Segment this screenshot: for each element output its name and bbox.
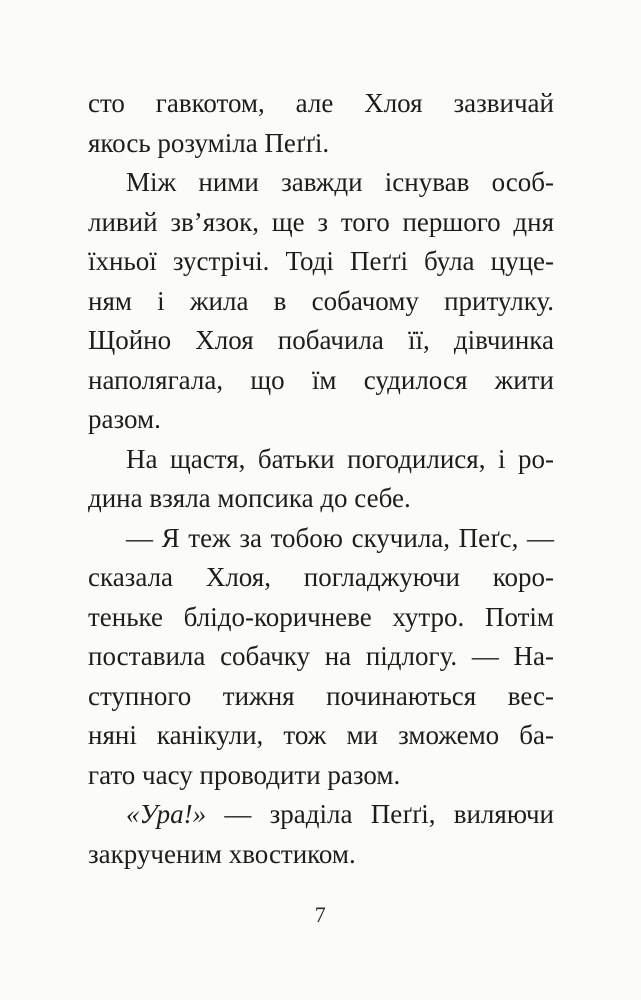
text-segment: На щастя, батьки погодилися, і ро- (126, 443, 554, 474)
text-segment: ливий зв’язок, ще з того першого дня (88, 206, 554, 237)
page-number: 7 (314, 902, 327, 927)
text-line (88, 756, 554, 796)
text-segment: сказала Хлоя, погладжуючи коро- (88, 562, 554, 592)
text-segment: Між ними завжди існував особ- (126, 167, 554, 197)
text-segment: няні канікули, тож ми зможемо ба- (88, 720, 554, 750)
italic-text-segment: «Ура!» (126, 799, 207, 829)
text-line (88, 677, 554, 717)
text-line (88, 400, 554, 440)
text-line (88, 124, 554, 164)
text-segment: разом. (88, 404, 161, 434)
text-line (88, 479, 554, 519)
text-line (88, 835, 554, 875)
text-segment: їхньої зустрічі. Тоді Пеґґі була цуце- (88, 246, 554, 276)
text-segment: — зраділа Пеґґі, виляючи (206, 799, 554, 829)
text-line (88, 203, 554, 243)
text-segment: — Я теж за тобою скучила, Пеґс, — (126, 522, 554, 553)
text-segment: поставила собачку на підлогу. — На- (88, 641, 554, 671)
text-segment: якось розуміла Пеґґі. (88, 127, 330, 158)
text-line (88, 637, 554, 677)
text-segment: сто гавкотом, але Хлоя зазвичай (88, 88, 554, 118)
text-segment: гато часу проводити разом. (88, 759, 401, 790)
text-segment: ступного тижня починаються вес- (88, 680, 554, 711)
text-segment: дина взяла мопсика до себе. (88, 483, 411, 513)
text-segment: Щойно Хлоя побачила її, дівчинка (88, 325, 554, 355)
text-line (88, 716, 554, 756)
text-segment: ням і жила в собачому притулку. (88, 285, 554, 316)
text-line (88, 321, 554, 361)
text-block (88, 84, 554, 874)
text-line (88, 519, 554, 559)
text-line (88, 242, 554, 282)
text-line (88, 558, 554, 598)
text-segment: наполягала, що їм судилося жити (88, 364, 554, 395)
text-line (88, 440, 554, 480)
text-line (88, 84, 554, 124)
text-line (88, 163, 554, 203)
text-segment: закрученим хвостиком. (88, 838, 356, 869)
text-line (88, 795, 554, 835)
text-line (88, 361, 554, 401)
text-line (88, 282, 554, 322)
text-line (88, 598, 554, 638)
text-segment: теньке блідо-коричневе хутро. Потім (88, 601, 554, 632)
